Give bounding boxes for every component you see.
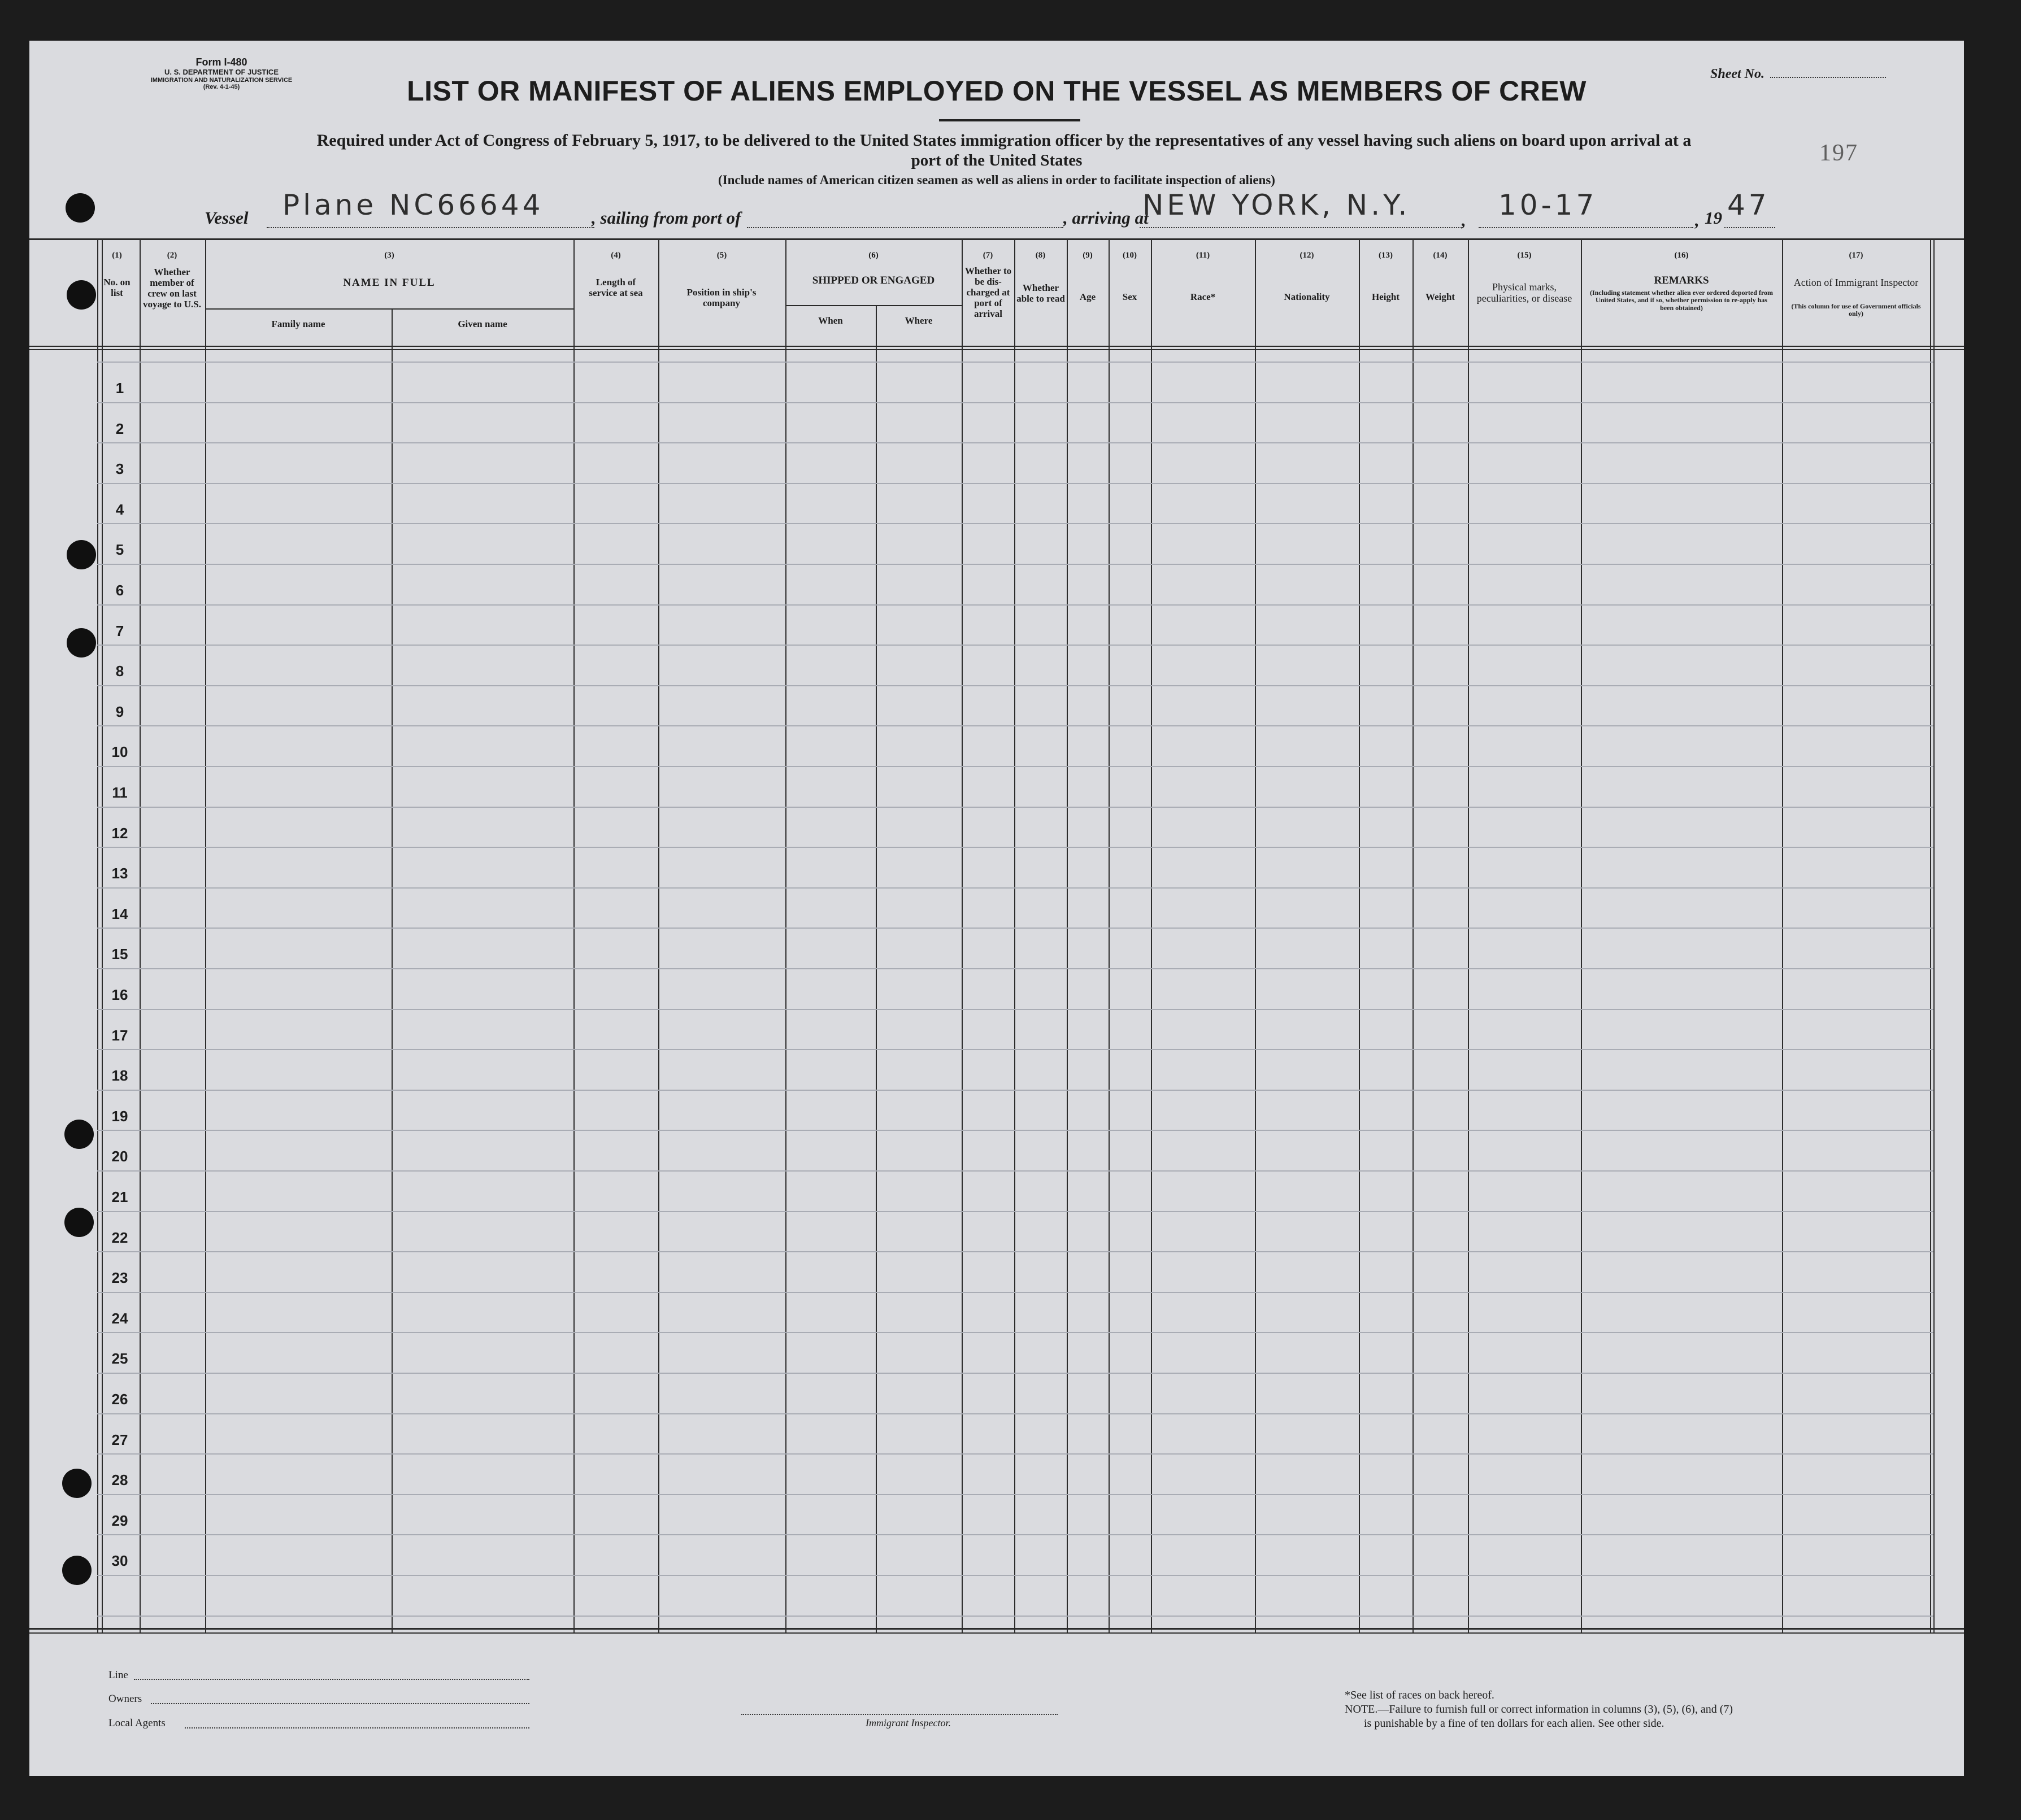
col-4-header: Length of service at sea: [589, 277, 643, 299]
punch-hole: [62, 1556, 92, 1585]
row-number: 6: [115, 582, 124, 599]
row-rule: [97, 1292, 1933, 1293]
sailing-from-label: , sailing from port of: [592, 208, 741, 228]
header-bottom-rule: [29, 346, 1964, 347]
row-rule: [97, 887, 1933, 889]
row-number: 25: [111, 1350, 128, 1367]
requirement-text: Required under Act of Congress of February 5, 1917, to be delivered to the United States immigration officer by the representatives of any vessel having such aliens on board upon arrival at a: [316, 131, 1692, 150]
col-16-note: (Including statement whether alien ever ordered deported from United States, and if so, whether permission to re-apply has been obtained): [1589, 289, 1774, 312]
row-number: 26: [111, 1391, 128, 1408]
row-rule: [97, 442, 1933, 443]
punch-hole: [67, 280, 96, 310]
column-divider: [1255, 238, 1256, 1632]
row-number: 27: [111, 1431, 128, 1448]
row-number: 12: [111, 825, 128, 842]
row-rule: [97, 685, 1933, 686]
col-5-number: (5): [716, 251, 727, 260]
row-number: 14: [111, 905, 128, 922]
col-3-header: NAME IN FULL: [343, 277, 436, 289]
col-2-number: (2): [167, 251, 177, 260]
col-10-number: (10): [1123, 251, 1137, 260]
comma-separator-2: ,: [1695, 210, 1700, 230]
row-rule: [97, 1130, 1933, 1131]
column-divider: [1014, 238, 1015, 1632]
row-number: 4: [115, 501, 124, 518]
name-subheader-rule: [205, 308, 573, 310]
column-divider: [1468, 238, 1469, 1632]
column-divider: [392, 308, 393, 1632]
row-number: 18: [111, 1067, 128, 1084]
row-rule: [97, 928, 1933, 929]
col-13-number: (13): [1379, 251, 1393, 260]
col-16-header: REMARKS: [1654, 275, 1709, 286]
page-title: LIST OR MANIFEST OF ALIENS EMPLOYED ON THE VESSEL AS MEMBERS OF CREW: [407, 75, 1587, 107]
col-6-number: (6): [868, 251, 879, 260]
col-4-number: (4): [611, 251, 621, 260]
year-prefix: 19: [1705, 208, 1722, 228]
shipped-subheader-rule: [785, 305, 962, 306]
col-1-number: (1): [112, 251, 122, 260]
row-rule: [97, 1090, 1933, 1091]
row-rule: [97, 645, 1933, 646]
row-rule: [97, 402, 1933, 403]
table-bottom-rule-2: [29, 1632, 1964, 1634]
col-7-number: (7): [983, 251, 993, 260]
year-value: 47: [1727, 189, 1770, 221]
row-number: 11: [112, 784, 128, 801]
shipped-where-header: Where: [905, 315, 933, 326]
penalty-note: NOTE.—Failure to furnish full or correct information in columns (3), (5), (6), and (7): [1345, 1703, 1733, 1715]
vessel-label: Vessel: [205, 208, 249, 228]
requirement-text-cont: port of the United States: [911, 151, 1083, 169]
col-13-header: Height: [1371, 291, 1400, 302]
line-label: Line: [108, 1669, 128, 1681]
table-bottom-rule: [29, 1628, 1964, 1630]
row-rule: [97, 1616, 1933, 1617]
column-divider: [1359, 238, 1360, 1632]
col-12-number: (12): [1299, 251, 1314, 260]
row-number: 19: [111, 1108, 128, 1125]
col-9-header: Age: [1079, 291, 1096, 302]
row-number: 9: [115, 703, 124, 720]
row-rule: [97, 968, 1933, 969]
requirement-note: (Include names of American citizen seamen as well as aliens in order to facilitate inspection of aliens): [718, 173, 1275, 187]
col-10-header: Sex: [1122, 291, 1137, 302]
row-number: 16: [111, 986, 128, 1003]
col-15-header: Physical marks, peculiarities, or disease: [1476, 281, 1572, 304]
row-rule: [97, 1575, 1933, 1576]
col-1-header: No. on list: [103, 277, 131, 299]
form-number: Form I-480: [195, 56, 247, 68]
row-rule: [97, 1332, 1933, 1333]
punch-hole: [66, 193, 95, 223]
col-11-number: (11): [1196, 251, 1210, 260]
col-5-header: Position in ship's company: [686, 287, 757, 309]
row-number: 7: [115, 622, 124, 639]
column-divider: [1581, 238, 1582, 1632]
stamped-number: 197: [1819, 140, 1858, 166]
punch-hole: [67, 628, 96, 658]
row-number: 30: [111, 1552, 128, 1569]
row-rule: [97, 1373, 1933, 1374]
row-rule: [97, 1049, 1933, 1050]
row-rule: [97, 807, 1933, 808]
row-rule: [97, 1413, 1933, 1414]
row-number: 28: [111, 1471, 128, 1488]
col-2-header: Whether member of crew on last voyage to U.S.: [143, 267, 201, 310]
arrival-date-blank: [1479, 227, 1693, 228]
title-underline: [939, 119, 1080, 121]
arriving-at-value: NEW YORK, N.Y.: [1142, 189, 1411, 221]
column-divider: [1933, 238, 1935, 1632]
column-divider: [1109, 238, 1110, 1632]
punch-hole: [64, 1208, 94, 1237]
row-rule: [97, 1009, 1933, 1010]
given-name-header: Given name: [458, 319, 507, 329]
row-rule: [97, 766, 1933, 767]
row-number: 23: [111, 1269, 128, 1286]
sheet-number-label: Sheet No.: [1710, 67, 1764, 81]
row-number: 24: [111, 1310, 128, 1327]
column-divider: [1412, 238, 1414, 1632]
row-rule: [97, 1534, 1933, 1535]
row-rule: [97, 523, 1933, 524]
row-rule: [97, 362, 1933, 363]
row-number: 10: [111, 743, 128, 760]
punch-hole: [64, 1120, 94, 1149]
punch-hole: [67, 540, 96, 569]
owners-blank: [151, 1703, 529, 1704]
row-number: 22: [111, 1229, 128, 1246]
row-number: 20: [111, 1148, 128, 1165]
col-12-header: Nationality: [1284, 291, 1330, 302]
vessel-value: Plane NC66644: [282, 189, 544, 221]
row-rule: [97, 564, 1933, 565]
row-rule: [97, 1211, 1933, 1212]
penalty-note-cont: is punishable by a fine of ten dollars for each alien. See other side.: [1364, 1717, 1664, 1730]
year-blank: [1724, 227, 1775, 228]
owners-label: Owners: [108, 1693, 142, 1705]
row-rule: [97, 483, 1933, 484]
row-number: 17: [111, 1027, 128, 1044]
column-divider: [573, 238, 575, 1632]
local-agents-blank: [185, 1727, 529, 1728]
col-8-header: Whether able to read: [1016, 282, 1065, 304]
line-blank: [134, 1679, 529, 1680]
punch-hole: [62, 1469, 92, 1498]
row-rule: [97, 1453, 1933, 1455]
column-divider: [1067, 238, 1068, 1632]
inspector-signature-blank: [741, 1714, 1058, 1715]
header-bottom-rule-2: [29, 349, 1964, 350]
row-number: 21: [111, 1188, 128, 1205]
arriving-at-label: , arriving at: [1063, 208, 1149, 228]
col-9-number: (9): [1083, 251, 1093, 260]
row-number: 3: [115, 460, 124, 477]
row-number: 2: [115, 420, 124, 437]
row-number: 15: [111, 946, 128, 963]
vessel-blank: [267, 227, 594, 228]
col-7-header: Whether to be dis-charged at port of arrival: [964, 265, 1012, 320]
comma-separator: ,: [1462, 210, 1466, 230]
col-14-number: (14): [1433, 251, 1448, 260]
col-8-number: (8): [1035, 251, 1046, 260]
arriving-at-blank: [1140, 227, 1462, 228]
column-divider: [785, 238, 786, 1632]
family-name-header: Family name: [271, 319, 325, 329]
col-14-header: Weight: [1425, 291, 1455, 302]
column-divider: [97, 238, 98, 1632]
races-note: *See list of races on back hereof.: [1345, 1689, 1494, 1701]
column-divider: [1782, 238, 1783, 1632]
row-rule: [97, 725, 1933, 726]
col-16-number: (16): [1674, 251, 1689, 260]
sailing-from-blank: [747, 227, 1063, 228]
row-number: 29: [111, 1512, 128, 1529]
table-top-rule: [29, 238, 1964, 240]
col-17-note: (This column for use of Government officials only): [1791, 302, 1921, 318]
department-name: U. S. DEPARTMENT OF JUSTICE: [164, 67, 279, 76]
column-divider: [658, 238, 659, 1632]
column-divider: [962, 238, 963, 1632]
col-3-number: (3): [384, 251, 394, 260]
column-divider: [102, 238, 103, 1632]
row-rule: [97, 1251, 1933, 1252]
row-rule: [97, 1170, 1933, 1172]
manifest-sheet: [29, 41, 1964, 1776]
shipped-when-header: When: [818, 315, 843, 326]
row-number: 13: [111, 865, 128, 882]
col-17-number: (17): [1849, 251, 1863, 260]
col-6-header: SHIPPED OR ENGAGED: [812, 275, 935, 286]
row-number: 8: [115, 663, 124, 680]
row-number: 5: [115, 541, 124, 558]
form-revision: (Rev. 4-1-45): [203, 84, 240, 91]
column-divider: [205, 238, 206, 1632]
col-11-header: Race*: [1190, 291, 1216, 302]
column-divider: [1151, 238, 1152, 1632]
service-name: IMMIGRATION AND NATURALIZATION SERVICE: [150, 76, 293, 84]
row-rule: [97, 1494, 1933, 1495]
column-divider: [140, 238, 141, 1632]
immigrant-inspector-label: Immigrant Inspector.: [866, 1717, 951, 1728]
row-rule: [97, 604, 1933, 606]
arrival-date-value: 10-17: [1498, 189, 1598, 221]
column-divider: [1930, 238, 1931, 1632]
local-agents-label: Local Agents: [108, 1717, 166, 1729]
row-number: 1: [115, 380, 124, 397]
col-17-header: Action of Immigrant Inspector: [1793, 277, 1919, 288]
col-15-number: (15): [1517, 251, 1532, 260]
row-rule: [97, 847, 1933, 848]
